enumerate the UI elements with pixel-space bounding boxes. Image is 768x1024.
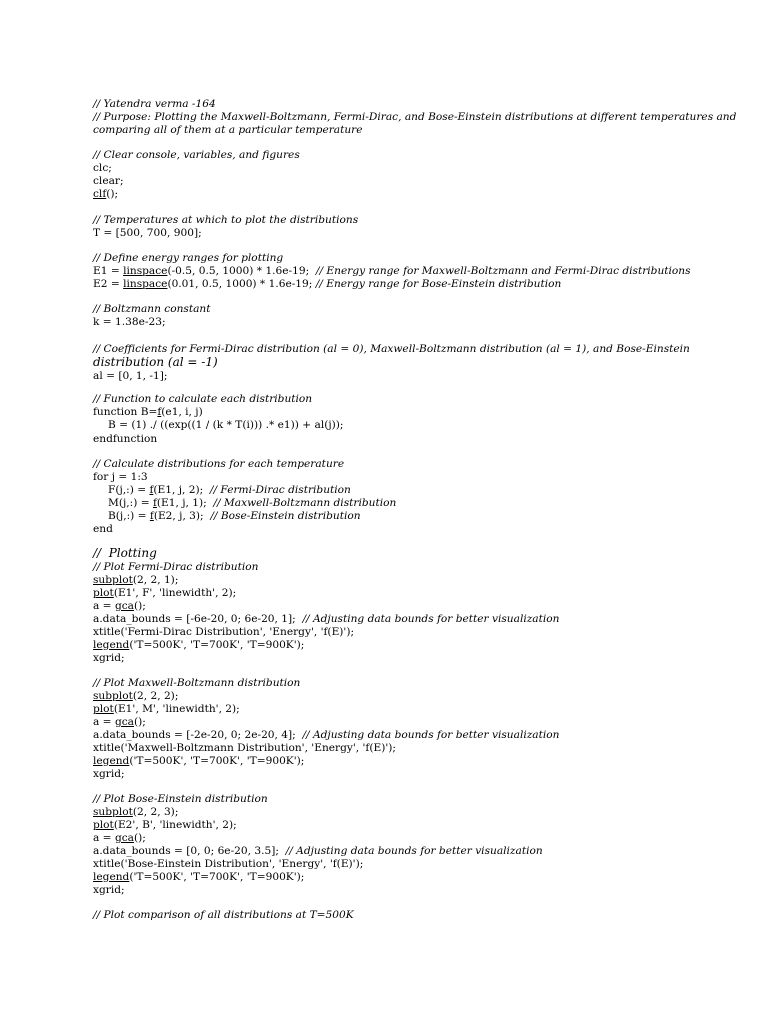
code-comment: comparing all of them at a particular temperature <box>93 124 363 136</box>
code-line <box>108 510 361 523</box>
code-line <box>93 626 354 639</box>
code-comment: // Coefficients for Fermi-Dirac distribution (al = 0), Maxwell-Boltzmann distribution (al = 1), and Bose-Einstein <box>93 343 690 355</box>
function-link[interactable]: f <box>157 406 162 418</box>
code-line <box>93 703 240 716</box>
code-text: B = (1) ./ ((exp((1 / (k * T(i))) .* e1)) + al(j)); <box>108 419 344 431</box>
code-comment: // Function to calculate each distribution <box>93 393 313 405</box>
code-text: (E1, j, 1); <box>156 497 214 509</box>
function-link[interactable]: plot <box>93 819 114 831</box>
function-link[interactable]: gca <box>114 716 134 728</box>
code-line <box>93 124 363 137</box>
function-link[interactable]: gca <box>114 832 134 844</box>
code-comment: // Purpose: Plotting the Maxwell-Boltzmann, Fermi-Dirac, and Bose-Einstein distributions at different temperatures and <box>93 111 737 123</box>
code-line <box>93 677 300 690</box>
code-line <box>93 652 125 665</box>
function-link[interactable]: subplot <box>93 806 133 818</box>
code-text: B(j,:) = <box>108 510 150 522</box>
code-text: end <box>93 523 113 535</box>
code-text: clc; <box>93 162 112 174</box>
code-text: (E1', M', 'linewidth', 2); <box>113 703 240 715</box>
code-text: ('T=500K', 'T=700K', 'T=900K'); <box>129 755 305 767</box>
code-line <box>93 742 396 755</box>
code-text: (E1, j, 2); <box>153 484 210 496</box>
code-line <box>93 793 268 806</box>
code-text: (2, 2, 1); <box>132 574 179 586</box>
code-text: k = 1.38e-23; <box>93 316 166 328</box>
code-line <box>93 252 283 265</box>
code-line <box>93 278 561 291</box>
code-line <box>93 227 202 240</box>
code-line <box>93 523 113 536</box>
code-comment: // Yatendra verma -164 <box>93 98 216 110</box>
code-line <box>93 871 304 884</box>
code-comment: // Plot Maxwell-Boltzmann distribution <box>93 677 301 689</box>
code-line <box>93 561 258 574</box>
code-text: (e1, i, j) <box>161 406 203 418</box>
code-line <box>93 98 216 111</box>
code-comment: // Adjusting data bounds for better visualization <box>302 613 560 625</box>
code-line <box>93 600 146 613</box>
code-line <box>93 433 157 446</box>
code-line <box>93 406 203 419</box>
code-comment: // Calculate distributions for each temperature <box>93 458 345 470</box>
code-text: F(j,:) = <box>108 484 150 496</box>
function-link[interactable]: f <box>152 497 157 509</box>
code-comment: // Plot Bose-Einstein distribution <box>93 793 268 805</box>
code-line <box>93 458 344 471</box>
code-text: xtitle('Maxwell-Boltzmann Distribution', 'Energy', 'f(E)'); <box>93 742 396 754</box>
code-text: (2, 2, 2); <box>132 690 179 702</box>
code-text: endfunction <box>93 433 158 445</box>
code-line <box>108 497 396 510</box>
code-line <box>93 806 178 819</box>
code-text: E1 = <box>93 265 124 277</box>
code-comment: // Plot comparison of all distributions at T=500K <box>93 909 354 921</box>
function-link[interactable]: subplot <box>93 690 133 702</box>
code-line <box>93 214 358 227</box>
code-comment: // Energy range for Bose-Einstein distribution <box>315 278 562 290</box>
code-text: for j = 1:3 <box>93 471 148 483</box>
code-text: (-0.5, 0.5, 1000) * 1.6e-19; <box>167 265 316 277</box>
section-comment: // Plotting <box>93 546 157 560</box>
code-line <box>93 587 236 600</box>
function-link[interactable]: subplot <box>93 574 133 586</box>
function-link[interactable]: legend <box>93 639 130 651</box>
function-link[interactable]: linspace <box>123 278 168 290</box>
code-line <box>93 370 167 383</box>
code-text: a.data_bounds = [-2e-20, 0; 2e-20, 4]; <box>93 729 303 741</box>
code-comment: // Boltzmann constant <box>93 303 211 315</box>
code-comment: distribution (al = -1) <box>93 355 218 369</box>
code-text: a = <box>93 716 115 728</box>
code-line <box>93 316 166 329</box>
function-link[interactable]: f <box>149 510 154 522</box>
code-text: a = <box>93 832 115 844</box>
code-line <box>93 393 312 406</box>
code-line <box>108 419 344 432</box>
code-comment: // Maxwell-Boltzmann distribution <box>213 497 397 509</box>
code-line <box>93 690 178 703</box>
code-text: a.data_bounds = [0, 0; 6e-20, 3.5]; <box>93 845 286 857</box>
code-text: (E2, j, 3); <box>153 510 211 522</box>
code-comment: // Bose-Einstein distribution <box>210 510 361 522</box>
code-text: T = [500, 700, 900]; <box>93 227 202 239</box>
code-line <box>93 832 146 845</box>
code-line <box>93 188 118 201</box>
code-text: ('T=500K', 'T=700K', 'T=900K'); <box>129 871 305 883</box>
code-line <box>93 639 304 652</box>
code-text: function B= <box>93 406 158 418</box>
function-link[interactable]: legend <box>93 871 130 883</box>
function-link[interactable]: f <box>149 484 154 496</box>
code-text: xgrid; <box>93 884 125 896</box>
code-text: a.data_bounds = [-6e-20, 0; 6e-20, 1]; <box>93 613 303 625</box>
code-comment: // Clear console, variables, and figures <box>93 149 300 161</box>
code-line <box>93 265 691 278</box>
code-line <box>93 755 304 768</box>
code-text: clear; <box>93 175 124 187</box>
function-link[interactable]: legend <box>93 755 130 767</box>
code-line <box>93 162 112 175</box>
code-text: (); <box>133 600 146 612</box>
code-line <box>93 613 559 626</box>
function-link[interactable]: plot <box>93 703 114 715</box>
code-line <box>93 845 543 858</box>
code-line <box>93 819 237 832</box>
code-comment: // Plot Fermi-Dirac distribution <box>93 561 259 573</box>
code-line <box>93 574 178 587</box>
function-link[interactable]: plot <box>93 587 114 599</box>
code-line <box>93 471 148 484</box>
code-line <box>93 149 300 162</box>
code-text: (E1', F', 'linewidth', 2); <box>113 587 237 599</box>
code-text: (0.01, 0.5, 1000) * 1.6e-19; <box>167 278 316 290</box>
code-line <box>93 356 218 370</box>
code-text: (E2', B', 'linewidth', 2); <box>113 819 237 831</box>
code-comment: // Adjusting data bounds for better visualization <box>302 729 560 741</box>
function-link[interactable]: gca <box>114 600 134 612</box>
code-line <box>93 175 124 188</box>
code-line <box>93 884 125 897</box>
code-text: xtitle('Bose-Einstein Distribution', 'Energy', 'f(E)'); <box>93 858 364 870</box>
code-comment: // Adjusting data bounds for better visualization <box>285 845 543 857</box>
code-comment: // Fermi-Dirac distribution <box>209 484 351 496</box>
function-link[interactable]: linspace <box>123 265 168 277</box>
code-comment: // Define energy ranges for plotting <box>93 252 284 264</box>
code-line <box>93 909 354 922</box>
code-text: E2 = <box>93 278 124 290</box>
code-line <box>108 484 351 497</box>
code-text: xgrid; <box>93 768 125 780</box>
code-text: a = <box>93 600 115 612</box>
code-comment: // Temperatures at which to plot the distributions <box>93 214 359 226</box>
code-text: al = [0, 1, -1]; <box>93 370 168 382</box>
code-text: ('T=500K', 'T=700K', 'T=900K'); <box>129 639 305 651</box>
code-line <box>93 858 363 871</box>
code-line <box>93 729 559 742</box>
code-comment: // Energy range for Maxwell-Boltzmann and Fermi-Dirac distributions <box>315 265 691 277</box>
code-text: (); <box>133 716 146 728</box>
code-text: (); <box>133 832 146 844</box>
code-text: (); <box>106 188 119 200</box>
code-text: M(j,:) = <box>108 497 153 509</box>
code-line <box>93 547 157 561</box>
code-line <box>93 716 146 729</box>
code-text: (2, 2, 3); <box>132 806 179 818</box>
code-text: xgrid; <box>93 652 125 664</box>
code-line <box>93 111 736 124</box>
code-line <box>93 303 211 316</box>
function-link[interactable]: clf <box>93 188 107 200</box>
code-line <box>93 768 125 781</box>
code-text: xtitle('Fermi-Dirac Distribution', 'Energy', 'f(E)'); <box>93 626 355 638</box>
